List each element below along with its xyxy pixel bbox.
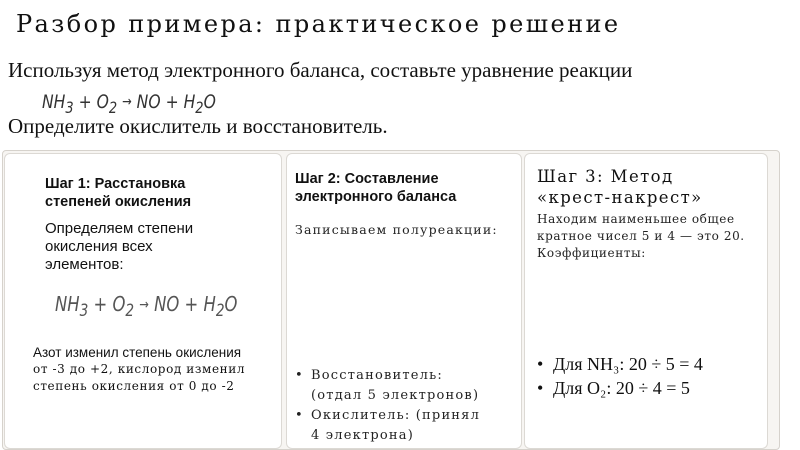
eq-plus-2: + — [165, 91, 179, 113]
determine-text: Определите окислитель и восстановитель. — [8, 114, 388, 138]
list-item: • Для O₂: 20 ÷ 4 = 5 — [535, 376, 703, 400]
step1-text-line1: Определяем степени — [45, 220, 194, 237]
eq-nh: NH — [42, 91, 66, 113]
eq-arrow: → — [122, 94, 132, 110]
step1-text — [45, 220, 193, 274]
eq-plus: + — [93, 292, 108, 316]
eq-sub-2: 2 — [108, 97, 118, 117]
step3-title-line2: «крест-накрест» — [537, 188, 703, 207]
step3-bullets — [535, 352, 703, 400]
step1-card — [4, 153, 282, 449]
step3-title — [537, 166, 703, 208]
eq-sub-3: 3 — [65, 97, 74, 117]
list-item — [293, 366, 480, 406]
step1-note-line3: степень окисления от 0 до -2 — [33, 379, 235, 393]
eq-arrow: → — [139, 297, 149, 313]
step1-title-line1: Шаг 1: Расстановка — [45, 176, 186, 192]
step1-note-line2: от -3 до +2, кислород изменил — [33, 362, 246, 376]
step1-equation — [55, 292, 237, 320]
eq-sub-3: 3 — [79, 301, 89, 320]
step1-text-line3: элементов: — [45, 256, 124, 273]
eq-h: H — [183, 91, 196, 113]
step1-text-line2: окисления всех — [45, 238, 153, 255]
step1-title — [45, 175, 191, 211]
eq-sub-2: 2 — [125, 301, 135, 320]
bullet-line: 4 электрона) — [311, 428, 414, 443]
step3-title-line1: Шаг 3: Метод — [537, 167, 674, 186]
list-item — [293, 406, 480, 446]
step2-title-line2: электронного баланса — [295, 189, 457, 205]
eq-o-water: O — [224, 292, 238, 316]
eq-sub-h2: 2 — [215, 301, 225, 320]
bullet-line: • Восстановитель: — [311, 368, 443, 383]
eq-no: NO — [136, 91, 161, 113]
list-item: • Для NH₃: 20 ÷ 5 = 4 — [535, 352, 703, 376]
eq-o-water: O — [203, 91, 216, 113]
step1-note-line1: Азот изменил степень окисления — [33, 345, 242, 360]
page-title: Разбор примера: практическое решение — [16, 10, 621, 38]
step3-text-line2: кратное чисел 5 и 4 — это 20. — [537, 229, 745, 243]
step1-note — [33, 344, 245, 395]
eq-o: O — [112, 292, 126, 316]
step2-text: Записываем полуреакции: — [295, 222, 498, 237]
reaction-equation — [42, 91, 216, 117]
step1-title-line2: степеней окисления — [45, 194, 192, 210]
step2-bullets — [293, 366, 480, 446]
eq-plus: + — [78, 91, 92, 113]
eq-nh: NH — [55, 292, 80, 316]
eq-o: O — [96, 91, 109, 113]
bullet-line: • Окислитель: (принял — [311, 408, 481, 423]
bullet-line: (отдал 5 электронов) — [311, 388, 480, 403]
step3-card — [524, 153, 768, 449]
eq-sub-h2: 2 — [195, 97, 204, 117]
step3-text-line1: Находим наименьшее общее — [537, 212, 735, 226]
step2-card — [286, 153, 522, 449]
eq-h: H — [203, 292, 216, 316]
eq-plus-2: + — [184, 292, 199, 316]
step2-title — [295, 170, 456, 206]
task-text: Используя метод электронного баланса, составьте уравнение реакции — [8, 58, 633, 82]
eq-no: NO — [154, 292, 180, 316]
step2-title-line1: Шаг 2: Составление — [295, 171, 439, 187]
step3-text — [537, 211, 745, 262]
step3-text-line3: Коэффициенты: — [537, 246, 646, 260]
